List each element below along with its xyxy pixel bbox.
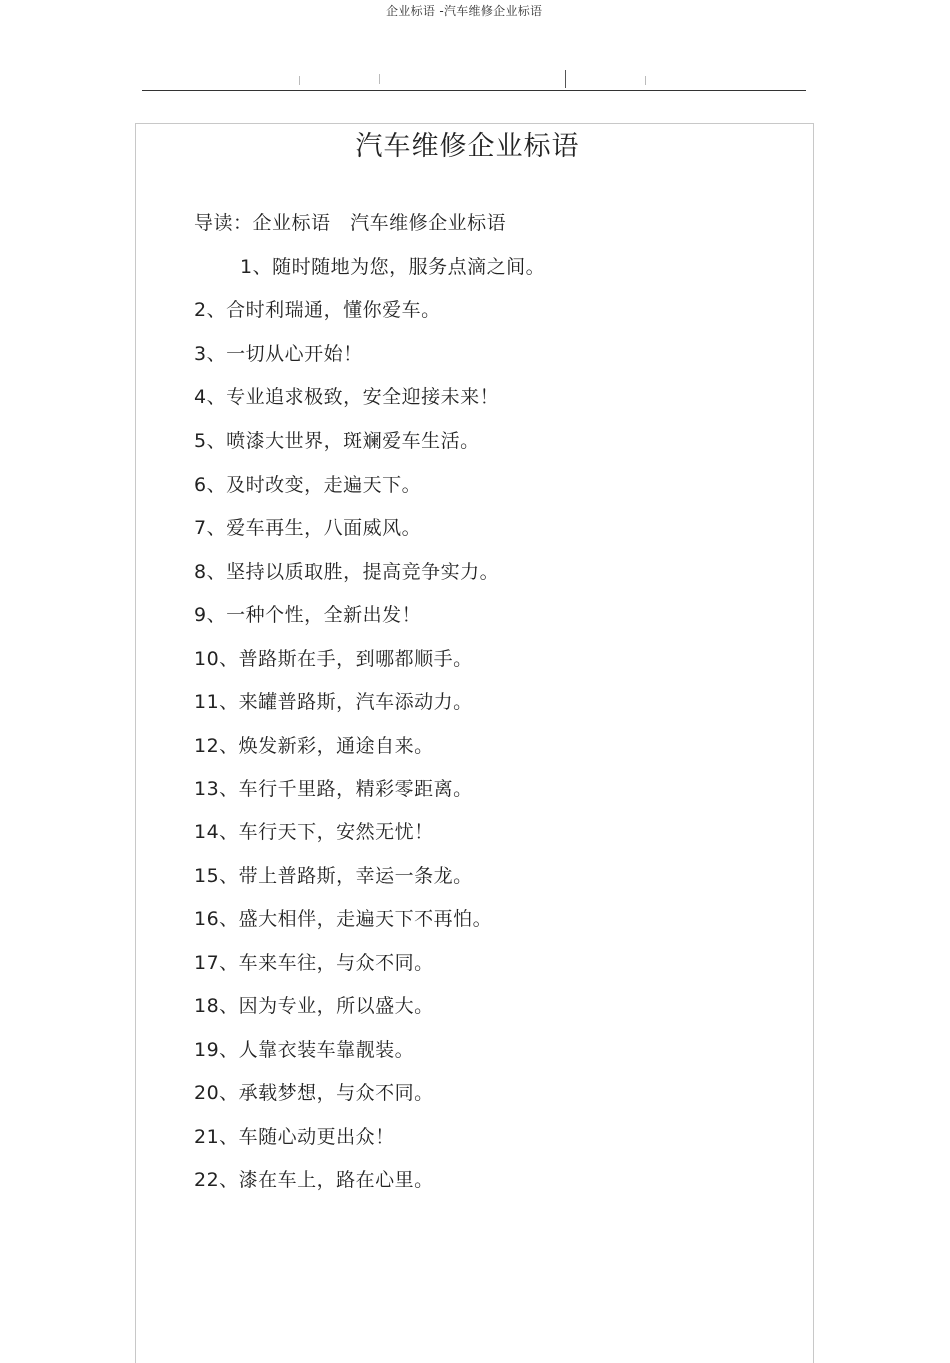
- slogan-item: 18、因为专业，所以盛大。: [194, 995, 434, 1017]
- intro-line: 导读：企业标语 汽车维修企业标语: [194, 212, 507, 234]
- header-tick-mark: [379, 74, 380, 84]
- slogan-item: 13、车行千里路，精彩零距离。: [194, 778, 473, 800]
- header-tick-mark: [565, 70, 566, 88]
- slogan-item: 17、车来车往，与众不同。: [194, 952, 434, 974]
- slogan-item: 4、专业追求极致，安全迎接未来！: [194, 386, 500, 408]
- slogan-item: 12、焕发新彩，通途自来。: [194, 735, 434, 757]
- slogan-item: 9、一种个性，全新出发！: [194, 604, 422, 626]
- slogan-item: 21、车随心动更出众！: [194, 1126, 395, 1148]
- slogan-item: 2、合时利瑞通，懂你爱车。: [194, 299, 441, 321]
- slogan-item: 22、漆在车上，路在心里。: [194, 1169, 434, 1191]
- slogan-item: 15、带上普路斯，幸运一条龙。: [194, 865, 473, 887]
- slogan-item: 3、一切从心开始！: [194, 343, 363, 365]
- slogan-item: 5、喷漆大世界，斑斓爱车生活。: [194, 430, 480, 452]
- slogan-item: 20、承载梦想，与众不同。: [194, 1082, 434, 1104]
- slogan-item: 11、来罐普路斯，汽车添动力。: [194, 691, 473, 713]
- slogan-item: 19、人靠衣装车靠靓装。: [194, 1039, 415, 1061]
- header-tick-mark: [645, 76, 646, 85]
- header-tick-mark: [299, 76, 300, 85]
- slogan-item: 6、及时改变，走遍天下。: [194, 474, 422, 496]
- document-title: 汽车维修企业标语: [355, 131, 580, 162]
- slogan-item: 8、坚持以质取胜，提高竞争实力。: [194, 561, 500, 583]
- slogan-item: 14、车行天下，安然无忧！: [194, 821, 434, 843]
- slogan-item: 1、随时随地为您，服务点滴之间。: [240, 256, 546, 278]
- running-header-title: 企业标语 -汽车维修企业标语: [386, 4, 543, 18]
- page-header: [142, 68, 806, 91]
- slogan-item: 16、盛大相伴，走遍天下不再怕。: [194, 908, 493, 930]
- slogan-item: 7、爱车再生，八面威风。: [194, 517, 422, 539]
- slogan-item: 10、普路斯在手，到哪都顺手。: [194, 648, 473, 670]
